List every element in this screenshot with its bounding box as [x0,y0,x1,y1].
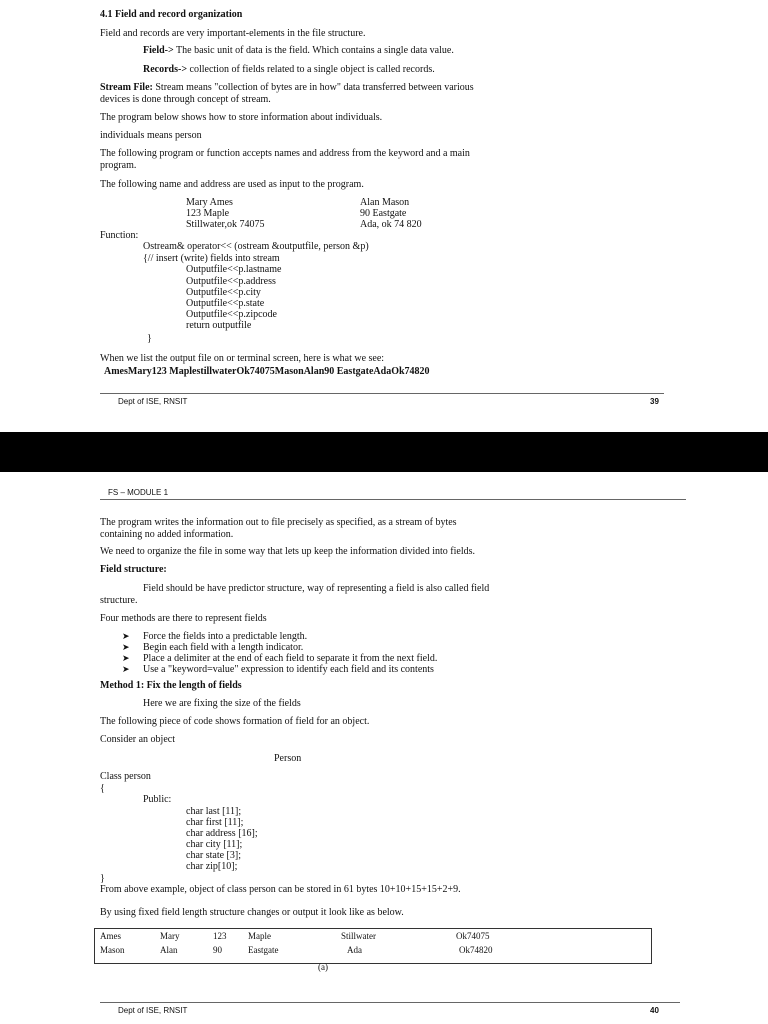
document-page-40 [0,472,768,1024]
footer-department: Dept of ISE, RNSIT [118,397,188,406]
fixed-paragraph: By using fixed field length structure changes or output it look like as below. [100,907,404,918]
store-paragraph: The program below shows how to store information about individuals. [100,112,383,123]
accepts-paragraph-line1: The following program or function accepts names and address from the keyword and a main [100,148,470,159]
table-cell: Ok74820 [459,945,493,955]
code-line: Ostream& operator<< (ostream &outputfile, person &p) [143,241,369,252]
bytes-paragraph: From above example, object of class person can be stored in 61 bytes 10+10+15+15+2+9. [100,884,461,895]
table-row [100,943,536,957]
code-line: Outputfile<<p.city [186,287,261,298]
bullet-arrow-icon: ➤ [122,631,130,641]
consider-paragraph: Consider an object [100,734,175,745]
writes-paragraph-line2: containing no added information. [100,529,234,540]
table-caption: (a) [318,962,328,972]
table-cell: Eastgate [248,945,279,955]
output-stream-line: AmesMary123 MaplestillwaterOk74075MasonAlan90 EastgateAdaOk74820 [104,366,430,377]
class-line: char zip[10]; [186,861,238,872]
person-title: Person [274,753,302,764]
field-structure-heading: Field structure: [100,564,167,575]
stream-file-line2: devices is done through concept of stream. [100,94,271,105]
class-line: char city [11]; [186,839,243,850]
field-term: Field-> [143,45,174,56]
fixing-paragraph: Here we are fixing the size of the fields [143,698,301,709]
person-a-street: 123 Maple [186,208,230,219]
records-term: Records-> [143,64,188,75]
field-text: The basic unit of data is the field. Which contains a single data value. [176,45,454,56]
records-text: collection of fields related to a single object is called records. [189,64,435,75]
person-b-street: 90 Eastgate [360,208,407,219]
class-line: char state [3]; [186,850,241,861]
person-a-city: Stillwater,ok 74075 [186,219,265,230]
table-cell: Ok74075 [456,931,490,941]
table-cell: Ames [100,931,121,941]
person-b-city: Ada, ok 74 820 [360,219,422,230]
intro-paragraph: Field and records are very important-elements in the file structure. [100,28,366,39]
class-line: char last [11]; [186,806,242,817]
method-bullet: Place a delimiter at the end of each field to separate it from the next field. [143,653,438,664]
function-label: Function: [100,230,139,241]
class-line: char address [16]; [186,828,258,839]
method-bullet: Force the fields into a predictable length. [143,631,308,642]
bullet-arrow-icon: ➤ [122,642,130,652]
class-line: { [100,783,105,794]
stream-file-text: Stream means "collection of bytes are in how" data transferred between various [155,82,474,93]
footer-rule [100,393,664,394]
methods-paragraph: Four methods are there to represent fields [100,613,267,624]
predictor-paragraph-line1: Field should be have predictor structure, way of representing a field is also called field [143,583,490,594]
code-line: Outputfile<<p.state [186,298,265,309]
method-bullet: Use a "keyword=value" expression to identify each field and its contents [143,664,434,675]
individuals-paragraph: individuals means person [100,130,202,141]
footer-department: Dept of ISE, RNSIT [118,1006,188,1015]
table-cell: Ada [347,945,362,955]
table-cell: Alan [160,945,178,955]
bullet-arrow-icon: ➤ [122,664,130,674]
class-line: Public: [143,794,172,805]
header-rule [100,499,686,500]
class-line: } [100,873,105,884]
table-cell: Mary [160,931,180,941]
table-cell: Maple [248,931,271,941]
method1-heading: Method 1: Fix the length of fields [100,680,242,691]
writes-paragraph-line1: The program writes the information out to file precisely as specified, as a stream of bytes [100,517,457,528]
class-line: Class person [100,771,151,782]
code-line: Outputfile<<p.lastname [186,264,282,275]
table-row [100,929,536,943]
footer-rule [100,1002,680,1003]
code-line: } [147,333,152,344]
output-paragraph: When we list the output file on or terminal screen, here is what we see: [100,353,385,364]
person-b-name: Alan Mason [360,197,410,208]
stream-file-term: Stream File: [100,82,153,93]
input-paragraph: The following name and address are used as input to the program. [100,179,364,190]
piece-paragraph: The following piece of code shows formation of field for an object. [100,716,370,727]
organize-paragraph: We need to organize the file in some way that lets up keep the information divided into fields. [100,546,476,557]
class-line: char first [11]; [186,817,244,828]
footer-page-number: 39 [650,397,659,406]
code-line: return outputfile [186,320,252,331]
code-line: Outputfile<<p.address [186,276,276,287]
table-cell: 90 [213,945,222,955]
section-heading: 4.1 Field and record organization [100,9,243,20]
table-cell: 123 [213,931,227,941]
fixed-length-table [100,929,536,957]
running-header: FS – MODULE 1 [108,488,169,497]
stream-file-line1 [100,82,474,94]
person-a-name: Mary Ames [186,197,233,208]
field-definition [143,45,454,57]
table-cell: Mason [100,945,125,955]
method-bullet: Begin each field with a length indicator. [143,642,304,653]
code-line: {// insert (write) fields into stream [143,253,280,264]
bullet-arrow-icon: ➤ [122,653,130,663]
predictor-paragraph-line2: structure. [100,595,138,606]
records-definition [143,64,435,76]
footer-page-number: 40 [650,1006,659,1015]
code-line: Outputfile<<p.zipcode [186,309,277,320]
accepts-paragraph-line2: program. [100,160,137,171]
table-cell: Stillwater [341,931,376,941]
document-page-39 [0,0,768,432]
